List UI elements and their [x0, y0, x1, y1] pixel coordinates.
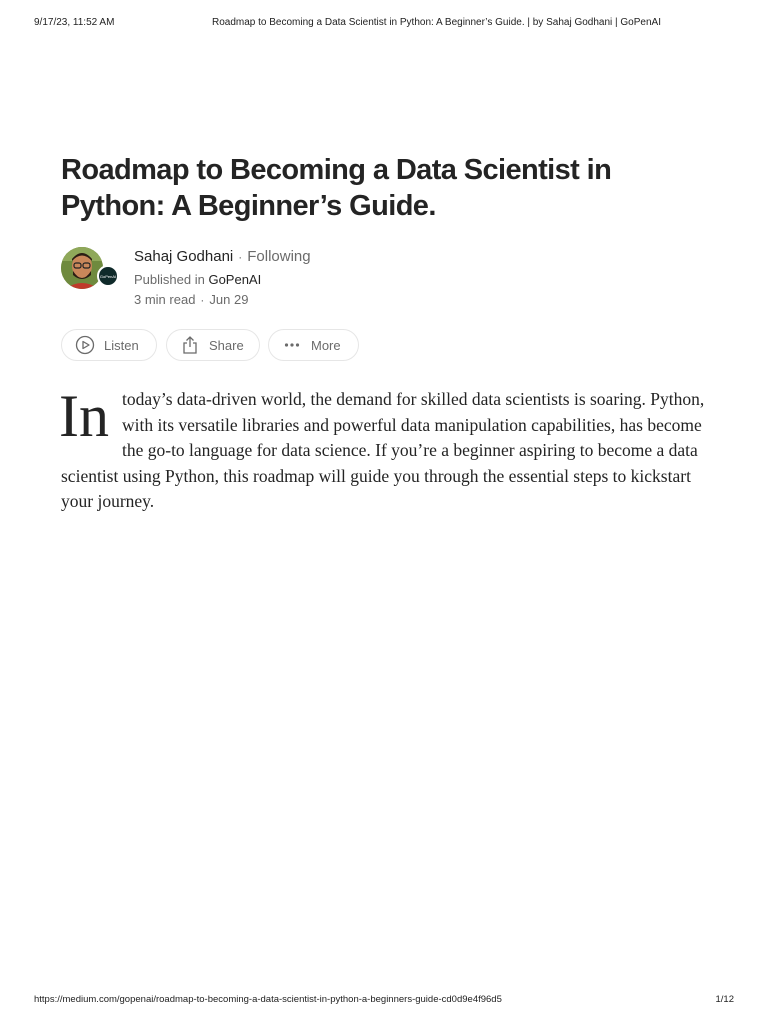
meta-line [134, 291, 248, 309]
follow-button[interactable]: Following [247, 248, 311, 265]
author-line [134, 247, 311, 267]
ellipsis-icon [281, 334, 303, 356]
article-body-paragraph [59, 383, 711, 515]
print-url: https://medium.com/gopenai/roadmap-to-becoming-a-data-scientist-in-python-a-beginners-guide-cd0d9e4f96d5 [34, 994, 502, 1005]
share-upload-icon [179, 334, 201, 356]
author-name[interactable]: Sahaj Godhani [134, 248, 234, 265]
print-date: 9/17/23, 11:52 AM [34, 17, 115, 28]
share-button[interactable] [166, 329, 260, 361]
article-title: Roadmap to Becoming a Data Scientist in Python: A Beginner’s Guide. [61, 154, 612, 222]
play-circle-icon [74, 334, 96, 356]
print-footer [0, 994, 768, 1008]
author-avatar[interactable] [61, 247, 103, 289]
publication-name[interactable]: GoPenAI [208, 272, 262, 287]
action-bar [61, 329, 461, 363]
publish-date: Jun 29 [209, 292, 249, 307]
publication-line [134, 271, 261, 289]
separator-dot: · [200, 293, 205, 307]
published-in-label: Published in [134, 272, 205, 287]
paragraph-text: today’s data-driven world, the demand for skilled data scientists is soaring. Python, with its versatile libraries and powerful data manipulation capabilities, has become the go-to language for data science. If you’re a beginner aspiring to become a data scientist using Python, this roadmap will guide you through the essential steps to kickstart your journey. [61, 389, 705, 511]
read-time: 3 min read [134, 292, 196, 307]
listen-button[interactable] [61, 329, 157, 361]
more-button[interactable] [268, 329, 359, 361]
article [59, 152, 711, 511]
drop-cap: In [59, 383, 109, 449]
share-label: Share [209, 337, 244, 353]
print-page-number: 1/12 [715, 994, 734, 1005]
publication-logo-text: GoPenAI [99, 273, 117, 279]
publication-logo[interactable] [97, 265, 119, 287]
separator-dot: · [238, 250, 243, 264]
print-page-title: Roadmap to Becoming a Data Scientist in Python: A Beginner’s Guide. | by Sahaj Godhani | GoPenAI [212, 17, 661, 28]
listen-label: Listen [104, 337, 139, 353]
print-header [0, 17, 768, 31]
byline [61, 247, 461, 307]
more-label: More [311, 337, 341, 353]
